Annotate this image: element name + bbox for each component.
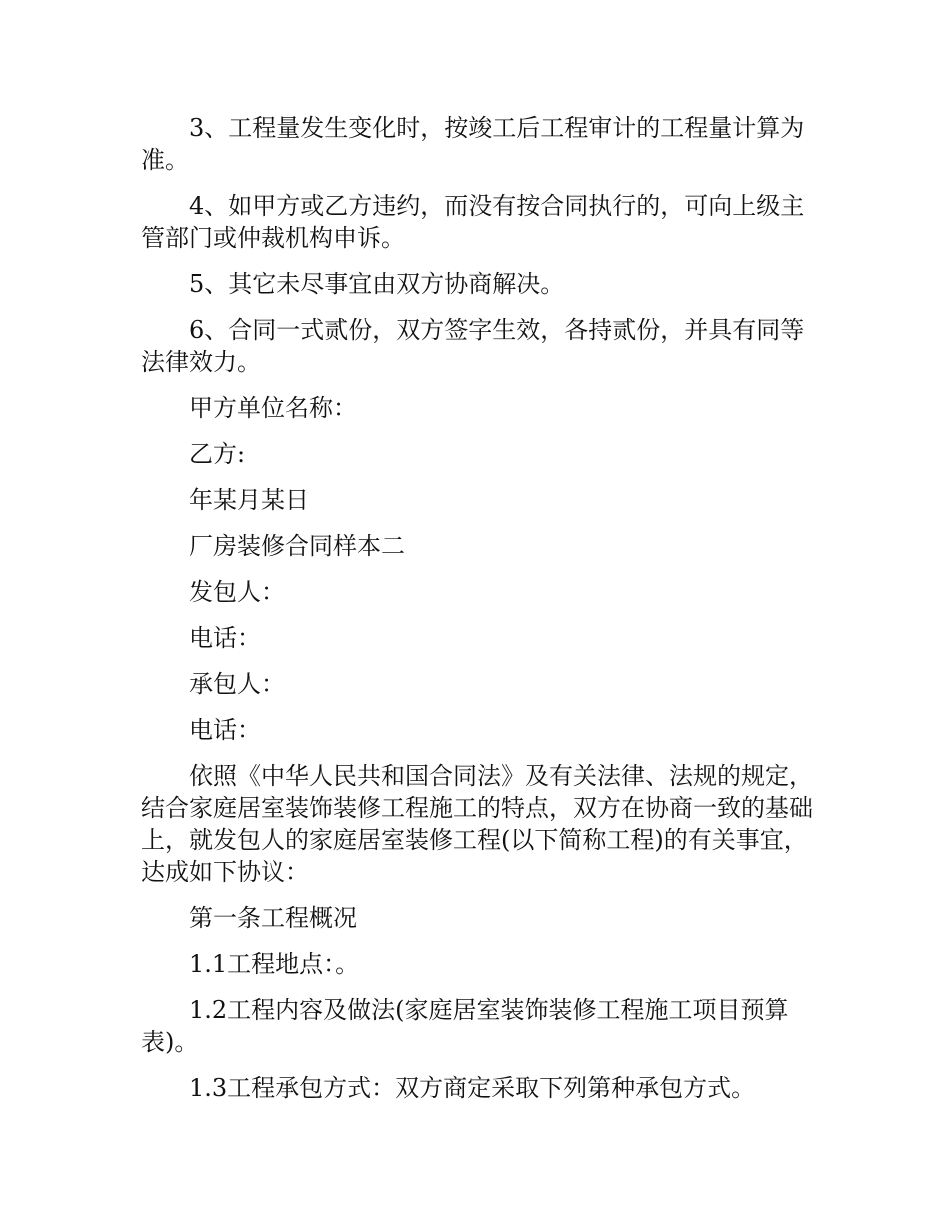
preamble-paragraph: 依照《中华人民共和国合同法》及有关法律、法规的规定，结合家庭居室装饰装修工程施工的特点，双方在协商一致的基础上，就发包人的家庭居室装修工程(以下简称工程)的有关事宜，达成如下协议： [141, 762, 813, 886]
date-line: 年某月某日 [189, 486, 309, 514]
party-b-label: 乙方: [189, 440, 246, 468]
contractor-phone-label: 电话： [189, 716, 261, 744]
clause-3: 3、工程量发生变化时，按竣工后工程审计的工程量计算为准。 [141, 114, 805, 174]
contractor-label: 承包人： [189, 670, 285, 698]
clause-6: 6、合同一式贰份，双方签字生效，各持贰份，并具有同等法律效力。 [141, 316, 805, 376]
employer-label: 发包人： [189, 578, 285, 606]
clause-5: 5、其它未尽事宜由双方协商解决。 [189, 270, 565, 298]
contract-sample-title: 厂房装修合同样本二 [189, 532, 405, 560]
article-1-heading: 第一条工程概况 [189, 904, 357, 932]
clause-4: 4、如甲方或乙方违约，而没有按合同执行的，可向上级主管部门或仲裁机构申诉。 [141, 192, 805, 252]
item-1-2: 1.2工程内容及做法(家庭居室装饰装修工程施工项目预算表)。 [141, 996, 789, 1056]
party-a-name-label: 甲方单位名称： [189, 394, 357, 422]
employer-phone-label: 电话： [189, 624, 261, 652]
document-page [141, 112, 813, 1118]
item-1-3: 1.3工程承包方式：双方商定采取下列第种承包方式。 [189, 1074, 756, 1102]
item-1-1: 1.1工程地点：。 [189, 950, 360, 978]
